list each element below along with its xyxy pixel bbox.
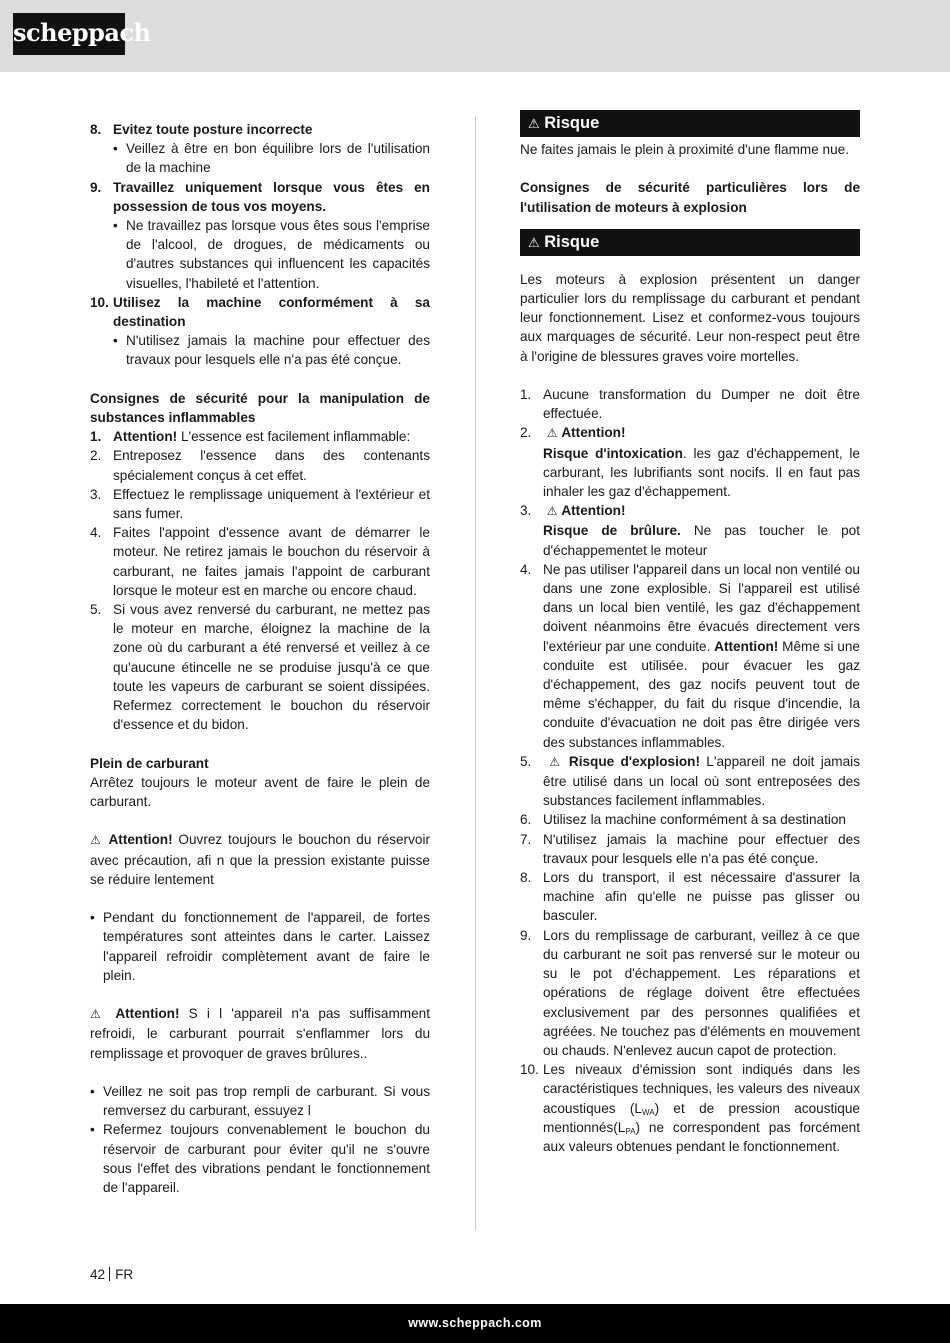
risk-text-1: Ne faites jamais le plein à proximité d'une flamme nue. — [520, 142, 850, 157]
list-item-8-heading: 8. Evitez toute posture incorrecte — [90, 122, 313, 137]
brand-logo[interactable]: scheppach — [13, 13, 125, 55]
website-link[interactable]: www.scheppach.com — [408, 1316, 542, 1330]
bullet-item: • Refermez toujours convenablement le bouchon du réservoir de carburant pour éviter qu'il ne s'ouvre sous l'effet des vibrations pendant le fonctionnement de l'appareil. — [90, 1122, 430, 1196]
flammable-heading: Consignes de sécurité pour la manipulation de substances inflammables — [90, 390, 430, 426]
bullet-icon: • — [113, 218, 118, 234]
risk-text-2: Les moteurs à explosion présentent un danger particulier lors du remplissage du carburant et pendant leur fonctionnement. Lisez et conformez-vous toujours aux marquages de sécurité. Leur non-respect peut être à l'origine de blessures graves voire mortelles. — [520, 271, 860, 364]
refuel-text: Arrêtez toujours le moteur avent de faire le plein de carburant. — [90, 774, 430, 810]
attention-note-2: ⚠ Attention! S i l 'appareil n'a pas suffisamment refroidi, le carburant pourrait s'enflammer lors du remplissage et provoquer de graves brûlures.. — [90, 1006, 430, 1061]
warning-triangle-icon: ⚠ — [90, 833, 103, 848]
header-bar — [0, 0, 950, 72]
bullet-item: • Pendant du fonctionnement de l'appareil, de fortes températures sont atteintes dans le carter. Laissez l'appareil refroidir complètement avant de faire le plein. — [90, 910, 430, 983]
engine-item-6: 6. Utilisez la machine conformément à sa destination — [520, 812, 846, 828]
list-item-9-heading: 9. Travaillez uniquement lorsque vous êtes en possession de tous vos moyens. — [90, 179, 430, 214]
footer-bar — [0, 1304, 950, 1343]
refuel-heading: Plein de carburant — [90, 755, 209, 771]
bullet-icon: • — [113, 141, 118, 157]
right-column — [520, 110, 860, 1156]
flammable-item: 1. Attention! L'essence est facilement inflammable: — [90, 429, 411, 445]
warning-triangle-icon: ⚠ — [528, 235, 540, 251]
left-column — [90, 120, 430, 1197]
column-divider — [475, 116, 476, 1230]
bullet-icon: • — [90, 1084, 95, 1100]
engine-item-3: 3. ⚠ Attention! Risque de brûlure. Ne pas toucher le pot d'échappementet le moteur — [520, 503, 861, 558]
flammable-item: 4. Faites l'appoint d'essence avant de démarrer le moteur. Ne retirez jamais le bouchon du réservoir à carburant, ne faites jamais l'appoint de carburant lorsque le moteur est en marche ou encore chaud. — [90, 525, 430, 598]
engine-safety-heading: Consignes de sécurité particulières lors de l'utilisation de moteurs à explosion — [520, 180, 860, 215]
list-item-9-bullet: • Ne travaillez pas lorsque vous êtes sous l'emprise de l'alcool, de drogues, de médicaments ou d'autres substances qui influencent les capacités visuelles, l'habileté et l'attention. — [113, 218, 430, 291]
warning-triangle-icon: ⚠ — [549, 754, 563, 769]
bullet-icon: • — [113, 333, 118, 349]
warning-triangle-icon: ⚠ — [528, 117, 540, 132]
bullet-item: • Veillez ne soit pas trop rempli de carburant. Si vous remversez du carburant, essuyez l — [90, 1084, 430, 1119]
engine-item-9: 9. Lors du remplissage de carburant, veillez à ce que du carburant ne soit pas renversé sur le moteur ou su le pot d'échappement. Les réparations et opérations de réglage doivent être effectuées exclusivement par des personnes qualifiées et agréées. Ne touchez pas d'éléments en mouvement ou chauds. N'enlevez aucun capot de protection. — [520, 927, 860, 1058]
engine-item-1: 1. Aucune transformation du Dumper ne doit être effectuée. — [520, 387, 860, 422]
bullet-icon: • — [90, 1122, 95, 1138]
engine-item-10: 10. Les niveaux d'émission sont indiqués dans les caractéristiques techniques, les valeurs des niveaux acoustiques $(L_{WA})$ et de pression acoustique $mentionnés(L_{PA})$ ne correspondent pas forcément aux valeurs obtenues pendant le fonctionnement. — [520, 1062, 860, 1154]
engine-item-2: 2. ⚠ Attention! Risque d'intoxication. les gaz d'échappement, le carburant, les lubrifiants sont nocifs. Il en faut pas inhaler les gaz d'échappement. — [520, 425, 860, 500]
engine-item-7: 7. N'utilisez jamais la machine pour effectuer des travaux pour lesquels elle n'a pas été conçue. — [520, 831, 860, 866]
engine-item-5: 5. ⚠ Risque d'explosion! L'appareil ne doit jamais être utilisé dans un local où sont entreposées des substances facilement inflammables. — [520, 753, 860, 809]
engine-item-4: 4. Ne pas utiliser l'appareil dans un local non ventilé ou dans une zone explosible. Si l'appareil est utilisé dans un local bien ventilé, les gaz d'échappement doivent néanmoins être évacués directement vers l'extérieur par une conduite. Attention! Même si une conduite est utilisée. pour évacuer les gaz d'échappement, des gaz nocifs peuvent tout de même s'échapper, du fait du risque d'incendie, la conduite d'évacuation ne doit pas être dirigée vers des substances inflammables. — [520, 561, 860, 750]
flammable-item: 2. Entreposez l'essence dans des contenants spécialement conçus à cet effet. — [90, 448, 430, 483]
list-item-8-bullet: • Veillez à être en bon équilibre lors de l'utilisation de la machine — [113, 141, 430, 176]
page-number: 42 FR — [90, 1267, 134, 1282]
warning-triangle-icon: ⚠ — [90, 1007, 107, 1022]
risk-banner: ⚠ Risque — [520, 229, 860, 256]
risk-banner: ⚠ Risque — [520, 110, 860, 137]
warning-triangle-icon: ⚠ — [546, 426, 558, 441]
flammable-item: 5. Si vous avez renversé du carburant, ne mettez pas le moteur en marche, éloignez la machine de la zone où du carburant a été renversé et veillez à ce qu'aucune étincelle ne se produise jusqu'à ce que toute les vapeurs de carburant se soient dissipées. Refermez correctement le bouchon du réservoir d'essence et du bidon. — [90, 602, 430, 733]
attention-note-1: ⚠ Attention! Ouvrez toujours le bouchon du réservoir avec précaution, afi n que la pression existante puisse se réduire lentement — [90, 832, 430, 887]
list-item-10-heading: 10. Utilisez la machine conformément à sa destination — [90, 294, 430, 330]
list-item-10-bullet: • N'utilisez jamais la machine pour effectuer des travaux pour lesquels elle n'a pas été conçue. — [113, 333, 430, 368]
bullet-icon: • — [90, 910, 95, 926]
warning-triangle-icon: ⚠ — [546, 504, 558, 519]
flammable-item: 3. Effectuez le remplissage uniquement à l'extérieur et sans fumer. — [90, 486, 430, 522]
engine-item-8: 8. Lors du transport, il est nécessaire d'assurer la machine afin qu'elle ne puisse pas glisser ou basculer. — [520, 870, 860, 924]
